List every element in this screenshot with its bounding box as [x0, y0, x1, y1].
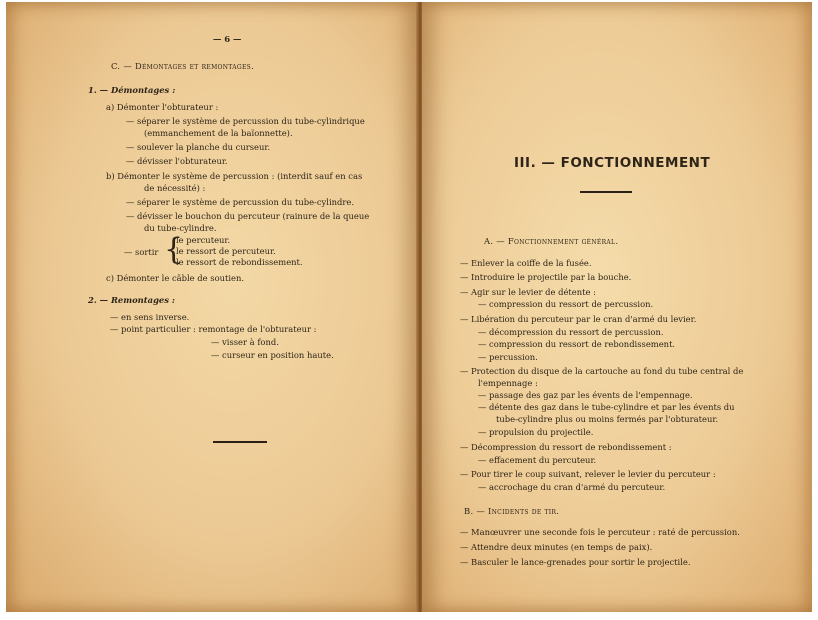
remontage-line: — point particulier : remontage de l'obturateur :	[110, 324, 317, 334]
step-line: — Agir sur le levier de détente :	[460, 287, 596, 297]
item-b-line: — dévisser le bouchon du percuteur (rainure de la queue	[126, 211, 370, 221]
incident-line: — Attendre deux minutes (en temps de paix).	[460, 542, 653, 552]
step-line-cont: l'empennage :	[478, 378, 538, 388]
incident-line: — Manœuvrer une seconde fois le percuteur : raté de percussion.	[460, 527, 740, 537]
item-b-title-cont: de nécessité) :	[144, 183, 206, 193]
step-line: — Enlever la coiffe de la fusée.	[460, 258, 592, 268]
section-a-title: A. — Fonctionnement général.	[484, 236, 619, 246]
step-subline: — compression du ressort de percussion.	[478, 299, 654, 309]
sortir-item: le ressort de percuteur.	[176, 246, 276, 256]
step-subline: — passage des gaz par les évents de l'empennage.	[478, 390, 693, 400]
sortir-item: le ressort de rebondissement.	[176, 257, 303, 267]
section-b-title: B. — Incidents de tir.	[464, 506, 560, 516]
step-subline-cont: tube-cylindre plus ou moins fermés par l'obturateur.	[496, 414, 719, 424]
remontage-line: — visser à fond.	[211, 337, 279, 347]
item-b-line: — séparer le système de percussion du tube-cylindre.	[126, 197, 355, 207]
step-line: — Libération du percuteur par le cran d'armé du levier.	[460, 314, 697, 324]
section-title: C. — Démontages et remontages.	[111, 61, 255, 71]
title-rule	[580, 191, 632, 193]
left-page	[6, 2, 418, 612]
step-subline: — effacement du percuteur.	[478, 455, 597, 465]
step-subline: — compression du ressort de rebondissement.	[478, 339, 676, 349]
item-c: c) Démonter le câble de soutien.	[106, 273, 245, 283]
incident-line: — Basculer le lance-grenades pour sortir le projectile.	[460, 557, 691, 567]
item-b-line: du tube-cylindre.	[144, 223, 217, 233]
item-a-line: — séparer le système de percussion du tube-cylindrique	[126, 116, 365, 126]
step-line: — Pour tirer le coup suivant, relever le levier du percuteur :	[460, 469, 716, 479]
step-line: — Décompression du ressort de rebondissement :	[460, 442, 672, 452]
step-subline: — décompression du ressort de percussion.	[478, 327, 664, 337]
step-subline: — percussion.	[478, 352, 538, 362]
step-line: — Introduire le projectile par la bouche.	[460, 272, 632, 282]
step-subline: — détente des gaz dans le tube-cylindre et par les évents du	[478, 402, 735, 412]
item-a-title: a) Démonter l'obturateur :	[106, 102, 219, 112]
item-b-title: b) Démonter le système de percussion : (interdit sauf en cas	[106, 171, 363, 181]
brace-symbol: {	[164, 232, 184, 267]
step-line: — Protection du disque de la cartouche au fond du tube central de	[460, 366, 744, 376]
end-rule	[213, 441, 267, 443]
item-a-line: — dévisser l'obturateur.	[126, 156, 228, 166]
step-subline: — accrochage du cran d'armé du percuteur.	[478, 482, 666, 492]
step-subline: — propulsion du projectile.	[478, 427, 594, 437]
right-page	[422, 2, 812, 612]
remontage-line: — curseur en position haute.	[211, 350, 334, 360]
item-a-line: (emmanchement de la baïonnette).	[144, 128, 293, 138]
sortir-label: — sortir	[124, 247, 159, 257]
book-spread	[6, 2, 812, 612]
heading-remontages: 2. — Remontages :	[88, 295, 175, 305]
heading-demontages: 1. — Démontages :	[88, 85, 176, 95]
item-a-line: — soulever la planche du curseur.	[126, 142, 271, 152]
page-number: — 6 —	[213, 34, 242, 44]
sortir-item: le percuteur.	[176, 235, 231, 245]
chapter-title: III. — FONCTIONNEMENT	[514, 155, 711, 171]
remontage-line: — en sens inverse.	[110, 312, 190, 322]
